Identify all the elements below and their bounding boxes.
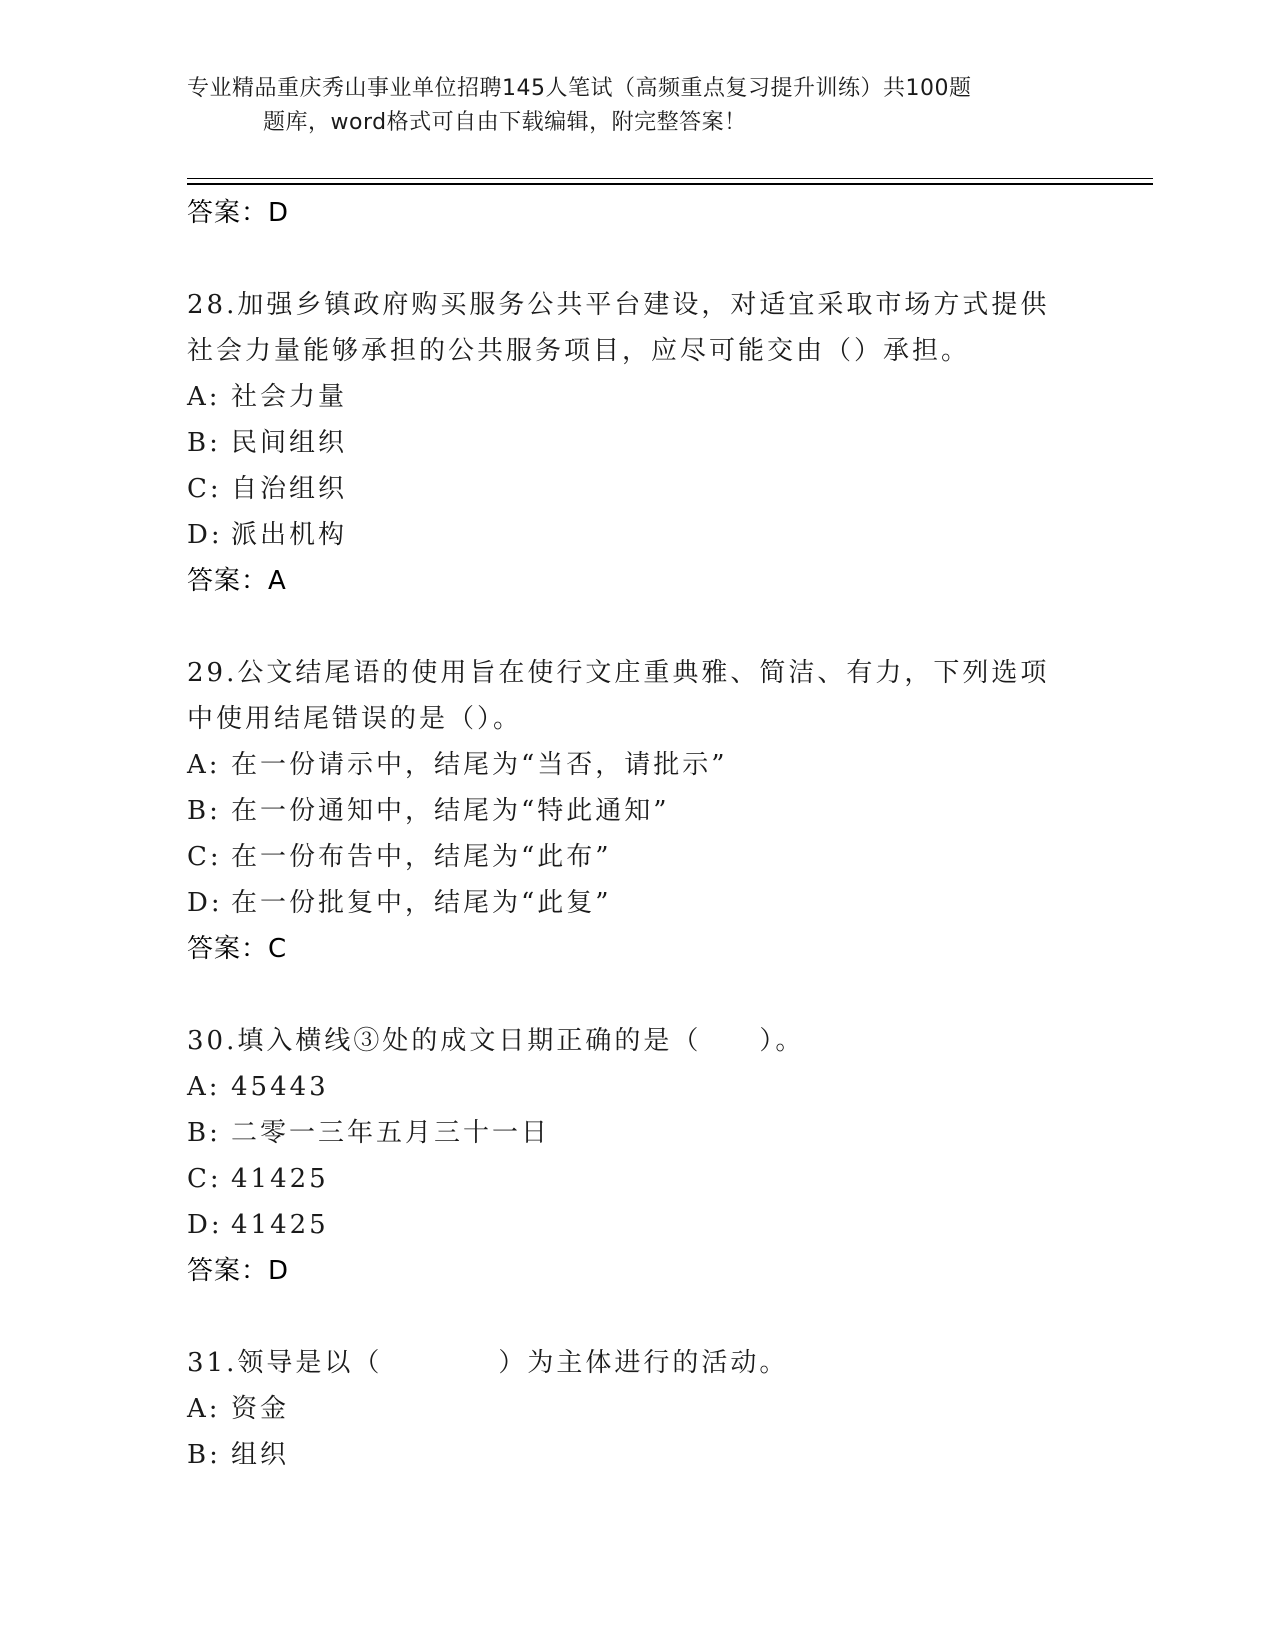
question-29	[187, 650, 1087, 972]
option-b	[187, 1110, 1087, 1156]
option-key: C:	[187, 842, 222, 872]
option-text: 自治组织	[231, 474, 348, 504]
option-key: B:	[187, 428, 221, 458]
question-answer: 答案：D	[187, 1256, 290, 1286]
option-key: A:	[187, 382, 221, 412]
option-c	[187, 1156, 1087, 1202]
option-text: 二零一三年五月三十一日	[231, 1118, 551, 1148]
option-c	[187, 466, 1087, 512]
option-a	[187, 742, 1087, 788]
option-a	[187, 1064, 1087, 1110]
option-b	[187, 420, 1087, 466]
question-stem: 28.加强乡镇政府购买服务公共平台建设，对适宜采取市场方式提供社会力量能够承担的公共服务项目，应尽可能交由（）承担。	[187, 290, 1050, 366]
header-rule-thick	[187, 183, 1153, 185]
question-30	[187, 1018, 1087, 1294]
option-key: A:	[187, 1394, 221, 1424]
option-key: D:	[187, 1210, 223, 1240]
option-text: 社会力量	[231, 382, 348, 412]
option-text: 在一份批复中，结尾为“此复”	[231, 888, 612, 918]
question-answer: 答案：A	[187, 566, 287, 596]
option-d	[187, 512, 1087, 558]
document-header	[187, 72, 1087, 140]
option-b	[187, 1432, 1087, 1478]
option-text: 派出机构	[231, 520, 348, 550]
question-stem: 31.领导是以（ ）为主体进行的活动。	[187, 1348, 789, 1378]
option-key: D:	[187, 888, 223, 918]
option-a	[187, 1386, 1087, 1432]
option-a	[187, 374, 1087, 420]
option-key: B:	[187, 1440, 221, 1470]
option-key: C:	[187, 474, 222, 504]
header-rule-thin	[187, 178, 1153, 179]
option-c	[187, 834, 1087, 880]
option-key: B:	[187, 1118, 221, 1148]
option-key: B:	[187, 796, 221, 826]
option-key: C:	[187, 1164, 222, 1194]
question-31	[187, 1340, 1087, 1478]
question-list	[187, 190, 1087, 1478]
option-b	[187, 788, 1087, 834]
question-answer: 答案：C	[187, 934, 288, 964]
option-text: 在一份请示中，结尾为“当否，请批示”	[231, 750, 728, 780]
option-d	[187, 880, 1087, 926]
option-d	[187, 1202, 1087, 1248]
option-text: 在一份通知中，结尾为“特此通知”	[231, 796, 670, 826]
header-title-line1: 专业精品重庆秀山事业单位招聘145人笔试（高频重点复习提升训练）共100题	[187, 76, 972, 101]
option-text: 资金	[231, 1394, 290, 1424]
header-title-line2: 题库，word格式可自由下载编辑，附完整答案！	[263, 110, 747, 135]
question-28	[187, 282, 1087, 604]
question-stem: 30.填入横线③处的成文日期正确的是（ ）。	[187, 1026, 805, 1056]
option-text: 41425	[231, 1210, 329, 1240]
option-text: 民间组织	[231, 428, 348, 458]
option-key: A:	[187, 1072, 221, 1102]
question-stem: 29.公文结尾语的使用旨在使行文庄重典雅、简洁、有力，下列选项中使用结尾错误的是（）。	[187, 658, 1050, 734]
previous-answer: 答案：D	[187, 198, 290, 228]
option-key: A:	[187, 750, 221, 780]
option-text: 组织	[231, 1440, 290, 1470]
option-key: D:	[187, 520, 223, 550]
option-text: 41425	[231, 1164, 329, 1194]
option-text: 在一份布告中，结尾为“此布”	[231, 842, 612, 872]
option-text: 45443	[231, 1072, 329, 1102]
